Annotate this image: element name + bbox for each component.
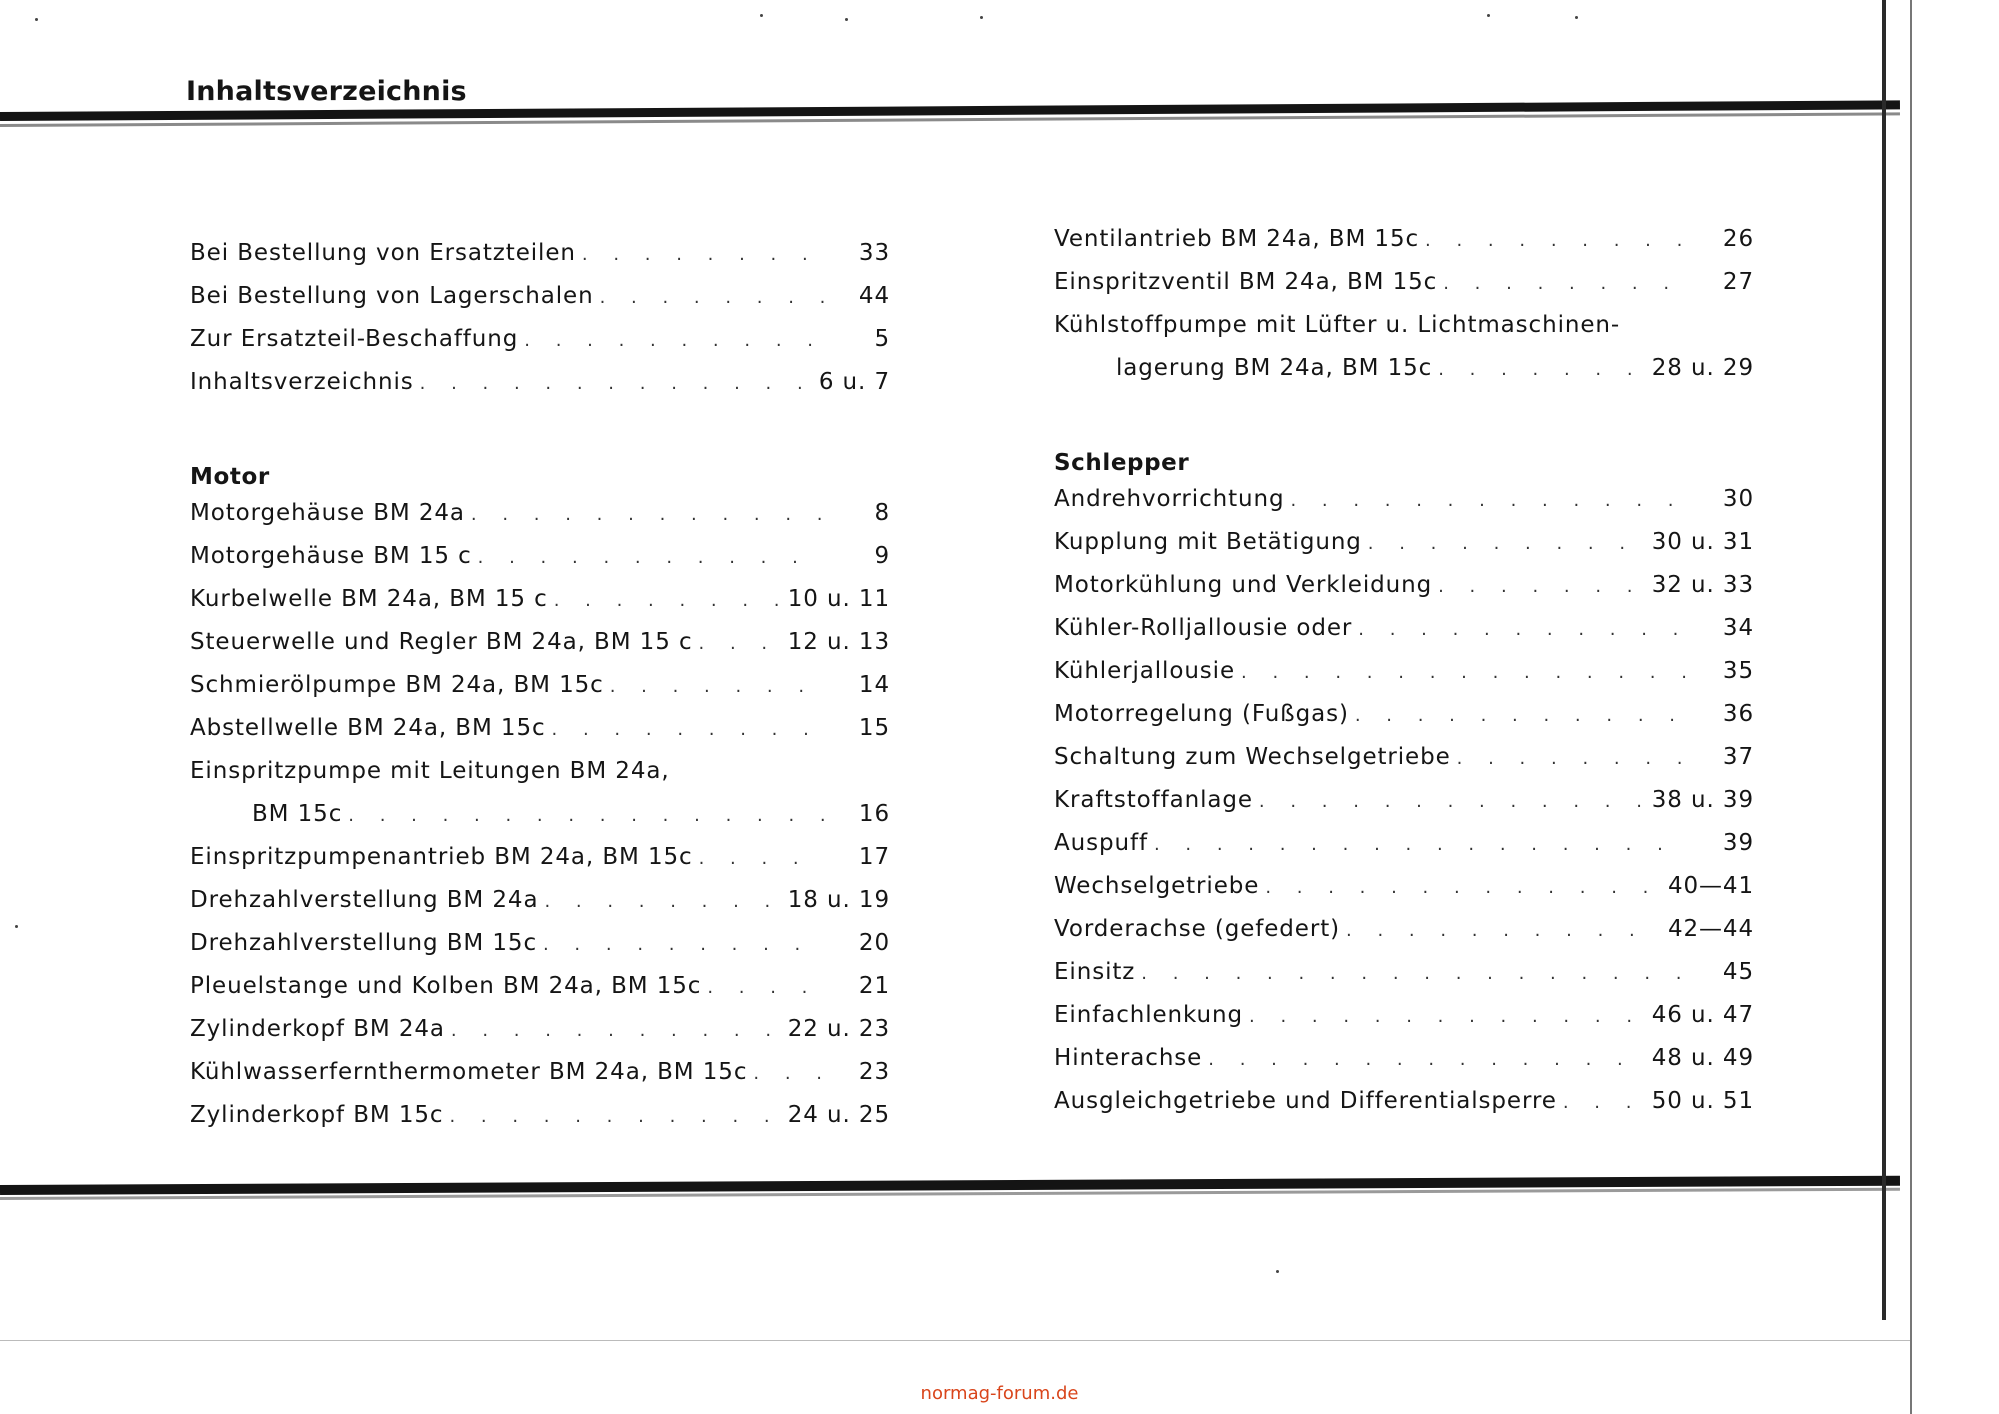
- toc-entry-title: Drehzahlverstellung BM 15c: [190, 930, 537, 956]
- dot-leader: [1457, 748, 1688, 769]
- dot-leader: [1154, 834, 1688, 855]
- toc-entry-title: Kraftstoffanlage: [1054, 787, 1253, 813]
- toc-entry-title: Wechselgetriebe: [1054, 873, 1260, 899]
- motor-continued-list: [1054, 226, 1754, 398]
- toc-entry-title: Pleuelstange und Kolben BM 24a, BM 15c: [190, 973, 702, 999]
- toc-entry-title: Zylinderkopf BM 15c: [190, 1102, 444, 1128]
- toc-entry: [190, 1016, 890, 1059]
- toc-entry: [190, 1102, 890, 1145]
- toc-entry: [1054, 1045, 1754, 1088]
- toc-entry-title: Zylinderkopf BM 24a: [190, 1016, 445, 1042]
- toc-entry-page: 24 u. 25: [787, 1102, 890, 1128]
- toc-entry: [1054, 312, 1754, 355]
- toc-entry-continuation: [1054, 355, 1754, 398]
- toc-entry-title: Motorgehäuse BM 24a: [190, 500, 465, 526]
- dot-leader: [1443, 273, 1688, 294]
- dot-leader: [552, 719, 824, 740]
- toc-entry-page: 38 u. 39: [1651, 787, 1754, 813]
- dot-leader: [1358, 619, 1688, 640]
- toc-entry: [190, 543, 890, 586]
- toc-entry: [190, 715, 890, 758]
- toc-entry: [1054, 701, 1754, 744]
- toc-entry: [1054, 959, 1754, 1002]
- watermark-footer: normag-forum.de: [920, 1383, 1079, 1404]
- scan-speck: [760, 14, 763, 17]
- toc-right-column: [1054, 226, 1754, 1131]
- dot-leader: [707, 977, 824, 998]
- scan-speck: [1575, 16, 1578, 19]
- dot-leader: [1259, 791, 1646, 812]
- dot-leader: [1346, 920, 1662, 941]
- toc-entry-page: 21: [858, 973, 890, 999]
- toc-entry-page: 8: [874, 500, 890, 526]
- scan-edge-bottom: [0, 1340, 1910, 1341]
- section-heading-schlepper: Schlepper: [1054, 450, 1190, 476]
- dot-leader: [1368, 533, 1646, 554]
- dot-leader: [478, 547, 824, 568]
- toc-entry-page: 18 u. 19: [787, 887, 890, 913]
- dot-leader: [1438, 359, 1646, 380]
- toc-entry-title: Schaltung zum Wechselgetriebe: [1054, 744, 1451, 770]
- toc-entry-title: Kühlwasserfernthermometer BM 24a, BM 15c: [190, 1059, 748, 1085]
- toc-entry-page: 37: [1722, 744, 1754, 770]
- toc-entry-title: Kühler-Rolljallousie oder: [1054, 615, 1353, 641]
- toc-entry-title: Kühlstoffpumpe mit Lüfter u. Lichtmaschinen-: [1054, 312, 1621, 338]
- toc-entry: [190, 758, 890, 801]
- toc-entry-title: Kühlerjallousie: [1054, 658, 1236, 684]
- toc-entry-title: Einfachlenkung: [1054, 1002, 1243, 1028]
- dot-leader: [582, 244, 824, 265]
- toc-entry: [1054, 615, 1754, 658]
- toc-entry-title: Abstellwelle BM 24a, BM 15c: [190, 715, 546, 741]
- dot-leader: [1355, 705, 1688, 726]
- dot-leader: [1563, 1092, 1646, 1113]
- toc-entry: [190, 500, 890, 543]
- toc-entry: [190, 369, 890, 412]
- toc-entry-page: 20: [858, 930, 890, 956]
- toc-entry-page: 30: [1722, 486, 1754, 512]
- toc-entry: [190, 887, 890, 930]
- toc-entry-title: Einsitz: [1054, 959, 1136, 985]
- toc-entry-page: 10 u. 11: [787, 586, 890, 612]
- scan-speck: [1487, 14, 1490, 17]
- dot-leader: [554, 590, 782, 611]
- toc-entry: [190, 930, 890, 973]
- dot-leader: [1141, 963, 1688, 984]
- toc-entry-title: Andrehvorrichtung: [1054, 486, 1285, 512]
- toc-entry-title: Einspritzventil BM 24a, BM 15c: [1054, 269, 1438, 295]
- scan-edge-right: [1910, 0, 1912, 1414]
- spacer: [190, 412, 890, 464]
- toc-entry: [190, 240, 890, 283]
- dot-leader: [1425, 230, 1688, 251]
- toc-entry-page: 27: [1722, 269, 1754, 295]
- toc-entry-title: Zur Ersatzteil-Beschaffung: [190, 326, 519, 352]
- toc-entry-title: Einspritzpumpe mit Leitungen BM 24a,: [190, 758, 670, 784]
- toc-entry-page: 35: [1722, 658, 1754, 684]
- toc-entry: [1054, 269, 1754, 312]
- toc-entry: [1054, 787, 1754, 830]
- dot-leader: [600, 287, 824, 308]
- toc-entry: [1054, 1088, 1754, 1131]
- toc-entry-title: Drehzahlverstellung BM 24a: [190, 887, 539, 913]
- dot-leader: [524, 330, 824, 351]
- dot-leader: [1241, 662, 1688, 683]
- toc-entry: [190, 283, 890, 326]
- toc-entry-continuation: [190, 801, 890, 844]
- toc-entry: [1054, 226, 1754, 269]
- dot-leader: [1265, 877, 1662, 898]
- dot-leader: [544, 891, 781, 912]
- toc-entry-title-continuation: lagerung BM 24a, BM 15c: [1116, 355, 1433, 381]
- scan-speck: [980, 16, 983, 19]
- toc-entry-page: 33: [858, 240, 890, 266]
- toc-entry: [1054, 916, 1754, 959]
- toc-entry-title: Auspuff: [1054, 830, 1148, 856]
- dot-leader: [451, 1020, 782, 1041]
- dot-leader: [699, 848, 824, 869]
- toc-entry-page: 17: [858, 844, 890, 870]
- toc-entry-page: 36: [1722, 701, 1754, 727]
- schlepper-entry-list: [1054, 486, 1754, 1131]
- front-matter-list: [190, 240, 890, 412]
- toc-entry: [190, 844, 890, 887]
- dot-leader: [348, 805, 824, 826]
- dot-leader: [1290, 490, 1688, 511]
- scan-speck: [1276, 1270, 1279, 1273]
- toc-entry: [1054, 744, 1754, 787]
- toc-entry-page: 48 u. 49: [1651, 1045, 1754, 1071]
- dot-leader: [610, 676, 824, 697]
- toc-entry-title: Motorkühlung und Verkleidung: [1054, 572, 1433, 598]
- toc-entry: [1054, 873, 1754, 916]
- toc-entry-page: 9: [874, 543, 890, 569]
- dot-leader: [1249, 1006, 1646, 1027]
- toc-entry-page: 23: [858, 1059, 890, 1085]
- toc-entry-page: 30 u. 31: [1651, 529, 1754, 555]
- toc-entry-title: Vorderachse (gefedert): [1054, 916, 1341, 942]
- toc-entry-page: 15: [858, 715, 890, 741]
- toc-entry-page: 26: [1722, 226, 1754, 252]
- scan-speck: [845, 18, 848, 21]
- toc-entry-page: 44: [858, 283, 890, 309]
- toc-left-column: [190, 240, 890, 1145]
- toc-entry: [190, 672, 890, 715]
- dot-leader: [449, 1106, 781, 1127]
- section-heading-motor: Motor: [190, 464, 270, 490]
- toc-entry-page: 16: [858, 801, 890, 827]
- toc-entry: [190, 326, 890, 369]
- toc-entry-page: 22 u. 23: [787, 1016, 890, 1042]
- toc-entry: [190, 973, 890, 1016]
- toc-entry-page: 28 u. 29: [1651, 355, 1754, 381]
- toc-entry-page: 45: [1722, 959, 1754, 985]
- toc-entry-title: Ausgleichgetriebe und Differentialsperre: [1054, 1088, 1557, 1114]
- toc-entry: [1054, 529, 1754, 572]
- toc-entry-page: 46 u. 47: [1651, 1002, 1754, 1028]
- toc-entry-title: Hinterachse: [1054, 1045, 1203, 1071]
- dot-leader: [1208, 1049, 1646, 1070]
- dot-leader: [753, 1063, 824, 1084]
- toc-entry-title: Steuerwelle und Regler BM 24a, BM 15 c: [190, 629, 693, 655]
- toc-entry: [1054, 658, 1754, 701]
- toc-entry-page: 6 u. 7: [818, 369, 890, 395]
- toc-entry-title: Kupplung mit Betätigung: [1054, 529, 1362, 555]
- toc-entry-page: 5: [874, 326, 890, 352]
- toc-entry-page: 32 u. 33: [1651, 572, 1754, 598]
- toc-entry: [1054, 830, 1754, 873]
- toc-entry-page: 39: [1722, 830, 1754, 856]
- scan-speck: [35, 18, 38, 21]
- toc-entry: [1054, 486, 1754, 529]
- toc-entry: [190, 586, 890, 629]
- toc-entry-title: Bei Bestellung von Lagerschalen: [190, 283, 594, 309]
- toc-entry-title: Motorgehäuse BM 15 c: [190, 543, 472, 569]
- toc-entry-title: Einspritzpumpenantrieb BM 24a, BM 15c: [190, 844, 693, 870]
- motor-entry-list: [190, 500, 890, 1145]
- toc-entry-page: 40—41: [1667, 873, 1754, 899]
- spacer: [1054, 398, 1754, 450]
- dot-leader: [1438, 576, 1646, 597]
- page-edge: [1882, 0, 1886, 1320]
- toc-entry-title: Motorregelung (Fußgas): [1054, 701, 1349, 727]
- toc-entry: [1054, 572, 1754, 615]
- dot-leader: [420, 373, 813, 394]
- toc-entry: [190, 1059, 890, 1102]
- toc-entry-title: Ventilantrieb BM 24a, BM 15c: [1054, 226, 1420, 252]
- toc-entry-page: 12 u. 13: [787, 629, 890, 655]
- toc-entry: [190, 629, 890, 672]
- toc-entry-title: Schmierölpumpe BM 24a, BM 15c: [190, 672, 604, 698]
- toc-entry-title: Inhaltsverzeichnis: [190, 369, 414, 395]
- dot-leader: [471, 504, 824, 525]
- toc-entry-page: 34: [1722, 615, 1754, 641]
- scan-speck: [15, 925, 18, 928]
- dot-leader: [699, 633, 782, 654]
- toc-entry-title: Bei Bestellung von Ersatzteilen: [190, 240, 576, 266]
- toc-entry-page: 42—44: [1667, 916, 1754, 942]
- dot-leader: [543, 934, 824, 955]
- toc-entry-title-continuation: BM 15c: [252, 801, 343, 827]
- toc-entry-title: Kurbelwelle BM 24a, BM 15 c: [190, 586, 548, 612]
- toc-entry: [1054, 1002, 1754, 1045]
- toc-entry-page: 50 u. 51: [1651, 1088, 1754, 1114]
- toc-entry-page: 14: [858, 672, 890, 698]
- page-title: Inhaltsverzeichnis: [186, 76, 467, 107]
